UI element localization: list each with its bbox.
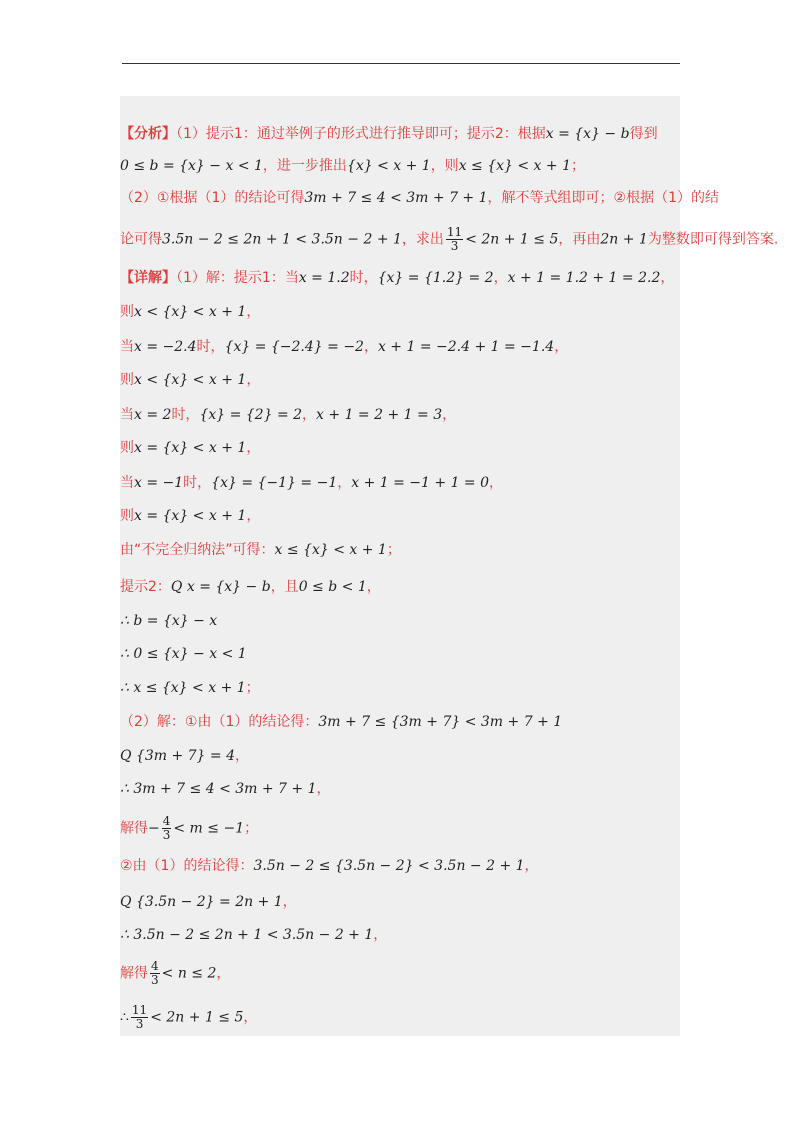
formula: {x} = {−1} = −1: [211, 475, 338, 491]
text: 为整数即可得到答案.: [647, 231, 779, 248]
detail-line-9: [120, 540, 401, 560]
fraction-denominator: 3: [135, 1017, 144, 1031]
detail-line-4: [120, 370, 260, 390]
detail-line-5: [120, 405, 456, 425]
formula: Q {3.5n − 2} = 2n + 1: [120, 894, 283, 910]
analysis-line-1: [120, 124, 658, 144]
analysis-tag: 【分析】: [120, 126, 176, 142]
text: ，: [366, 579, 381, 595]
detail-line-10: [120, 577, 381, 597]
formula: < 2n + 1 ≤ 5: [465, 231, 559, 248]
fraction: [131, 1004, 148, 1031]
text: ，: [246, 440, 261, 456]
text: ，: [442, 407, 457, 423]
text: ②由（1）的结论得：: [120, 858, 254, 874]
text: 时，: [183, 475, 212, 491]
text: ，: [316, 781, 331, 797]
detail-line-11: [120, 611, 217, 631]
header-rule: [122, 63, 680, 64]
formula: 3.5n − 2 ≤ {3.5n − 2} < 3.5n − 2 + 1: [253, 858, 525, 874]
text: ，: [493, 270, 508, 286]
analysis-line-4: [120, 226, 778, 253]
detail-tag: 【详解】: [120, 270, 176, 286]
text: ，: [243, 1009, 258, 1026]
formula: 3.5n − 2 ≤ 2n + 1 < 3.5n − 2 + 1: [162, 231, 402, 248]
text: 当: [120, 475, 134, 491]
formula: x + 1 = 1.2 + 1 = 2.2: [507, 270, 661, 286]
formula: x + 1 = 2 + 1 = 3: [316, 407, 443, 423]
text: ，: [363, 339, 378, 355]
detail-line-17: [120, 815, 258, 842]
text: 解得: [120, 820, 148, 837]
analysis-line-2: [120, 156, 585, 176]
formula: ∴ b = {x} − x: [120, 613, 218, 629]
text: ；: [386, 542, 401, 558]
text: （1）提示1：通过举例子的形式进行推导即可；提示2：根据: [176, 126, 546, 142]
formula: x + 1 = −1 + 1 = 0: [351, 475, 490, 491]
formula: x = 2: [134, 407, 172, 423]
formula: ∴ x ≤ {x} < x + 1: [120, 680, 246, 696]
formula: −: [148, 820, 160, 837]
formula: 0 ≤ b = {x} − x < 1: [120, 158, 263, 174]
formula: 3m + 7 ≤ 4 < 3m + 7 + 1: [304, 190, 488, 206]
text: （2）解：①由（1）的结论得：: [120, 714, 319, 730]
detail-line-14: [120, 712, 562, 732]
text: 当: [120, 339, 134, 355]
formula: ∴ 3m + 7 ≤ 4 < 3m + 7 + 1: [120, 781, 317, 797]
formula: x ≤ {x} < x + 1: [458, 158, 571, 174]
text: ，: [246, 508, 261, 524]
formula: x = 1.2: [298, 270, 350, 286]
formula: ∴ 3.5n − 2 ≤ 2n + 1 < 3.5n − 2 + 1: [120, 927, 374, 943]
text: 时，: [171, 407, 200, 423]
text: ，求出: [401, 231, 444, 248]
formula: ∴: [120, 1009, 129, 1026]
text: ，进一步推出: [262, 158, 347, 174]
detail-line-18: [120, 856, 539, 876]
text: ，则: [430, 158, 459, 174]
text: ，: [302, 407, 317, 423]
detail-line-2: [120, 302, 260, 322]
formula: < 2n + 1 ≤ 5: [150, 1009, 244, 1026]
formula: {x} = {2} = 2: [199, 407, 303, 423]
text: ，且: [270, 579, 299, 595]
formula: ∴ 0 ≤ {x} − x < 1: [120, 646, 247, 662]
fraction-numerator: 11: [446, 225, 463, 239]
text: ，: [216, 965, 231, 982]
detail-line-8: [120, 506, 260, 526]
formula: 0 ≤ b < 1: [298, 579, 367, 595]
text: ；: [244, 820, 259, 837]
detail-line-22: [120, 1004, 257, 1031]
text: 论可得: [120, 231, 162, 248]
text: ，: [373, 927, 388, 943]
formula: x + 1 = −2.4 + 1 = −1.4: [377, 339, 555, 355]
formula: x = −1: [134, 475, 184, 491]
text: ，: [282, 894, 297, 910]
fraction-denominator: 3: [151, 973, 159, 987]
formula: Q x = {x} − b: [170, 579, 271, 595]
analysis-line-3: [120, 188, 719, 208]
detail-line-6: [120, 438, 260, 458]
text: 得到: [629, 126, 658, 142]
formula: Q {3m + 7} = 4: [120, 748, 236, 764]
fraction: [162, 815, 172, 842]
fraction-numerator: 4: [162, 814, 171, 828]
formula: x = {x} < x + 1: [134, 508, 247, 524]
text: ，: [235, 748, 250, 764]
fraction: [150, 960, 160, 987]
detail-line-16: [120, 779, 331, 799]
formula: {x} < x + 1: [346, 158, 431, 174]
text: （2）①根据（1）的结论可得: [120, 190, 305, 206]
fraction-numerator: 11: [131, 1003, 148, 1017]
text: ；: [245, 680, 260, 696]
detail-line-12: [120, 644, 247, 664]
text: 提示2：: [120, 579, 171, 595]
formula: {x} = {−2.4} = −2: [224, 339, 364, 355]
formula: x = −2.4: [134, 339, 197, 355]
formula: x = {x} < x + 1: [134, 440, 247, 456]
text: （1）解：提示1：当: [176, 270, 299, 286]
detail-line-20: [120, 925, 387, 945]
detail-line-13: [120, 678, 260, 698]
detail-line-1: [120, 268, 674, 288]
fraction: [446, 226, 463, 253]
text: 则: [120, 440, 134, 456]
formula: < m ≤ −1: [173, 820, 245, 837]
text: 则: [120, 304, 134, 320]
formula: x ≤ {x} < x + 1: [274, 542, 387, 558]
text: 则: [120, 508, 134, 524]
text: ，: [246, 372, 261, 388]
detail-line-3: [120, 337, 568, 357]
formula: 3m + 7 ≤ {3m + 7} < 3m + 7 + 1: [318, 714, 563, 730]
text: ，解不等式组即可；②根据（1）的结: [487, 190, 719, 206]
text: ；: [571, 158, 585, 174]
text: 解得: [120, 965, 148, 982]
formula: 2n + 1: [600, 231, 648, 248]
text: ，: [489, 475, 504, 491]
detail-line-19: [120, 892, 297, 912]
text: ，再由: [558, 231, 601, 248]
formula: x = {x} − b: [545, 126, 630, 142]
formula: x < {x} < x + 1: [134, 304, 247, 320]
text: 时，: [196, 339, 225, 355]
text: ，: [524, 858, 539, 874]
text: ，: [246, 304, 261, 320]
formula: < n ≤ 2: [161, 965, 217, 982]
formula: x < {x} < x + 1: [134, 372, 247, 388]
detail-line-7: [120, 473, 503, 493]
text: ，: [660, 270, 675, 286]
detail-line-21: [120, 960, 230, 987]
text: 当: [120, 407, 134, 423]
fraction-numerator: 4: [151, 959, 159, 973]
text: ，: [337, 475, 352, 491]
text: ，: [554, 339, 569, 355]
fraction-denominator: 3: [450, 239, 459, 253]
text: 时，: [349, 270, 378, 286]
formula: {x} = {1.2} = 2: [377, 270, 494, 286]
fraction-denominator: 3: [162, 828, 171, 842]
text: 由“不完全归纳法”可得：: [120, 542, 275, 558]
text: 则: [120, 372, 134, 388]
detail-line-15: [120, 746, 249, 766]
